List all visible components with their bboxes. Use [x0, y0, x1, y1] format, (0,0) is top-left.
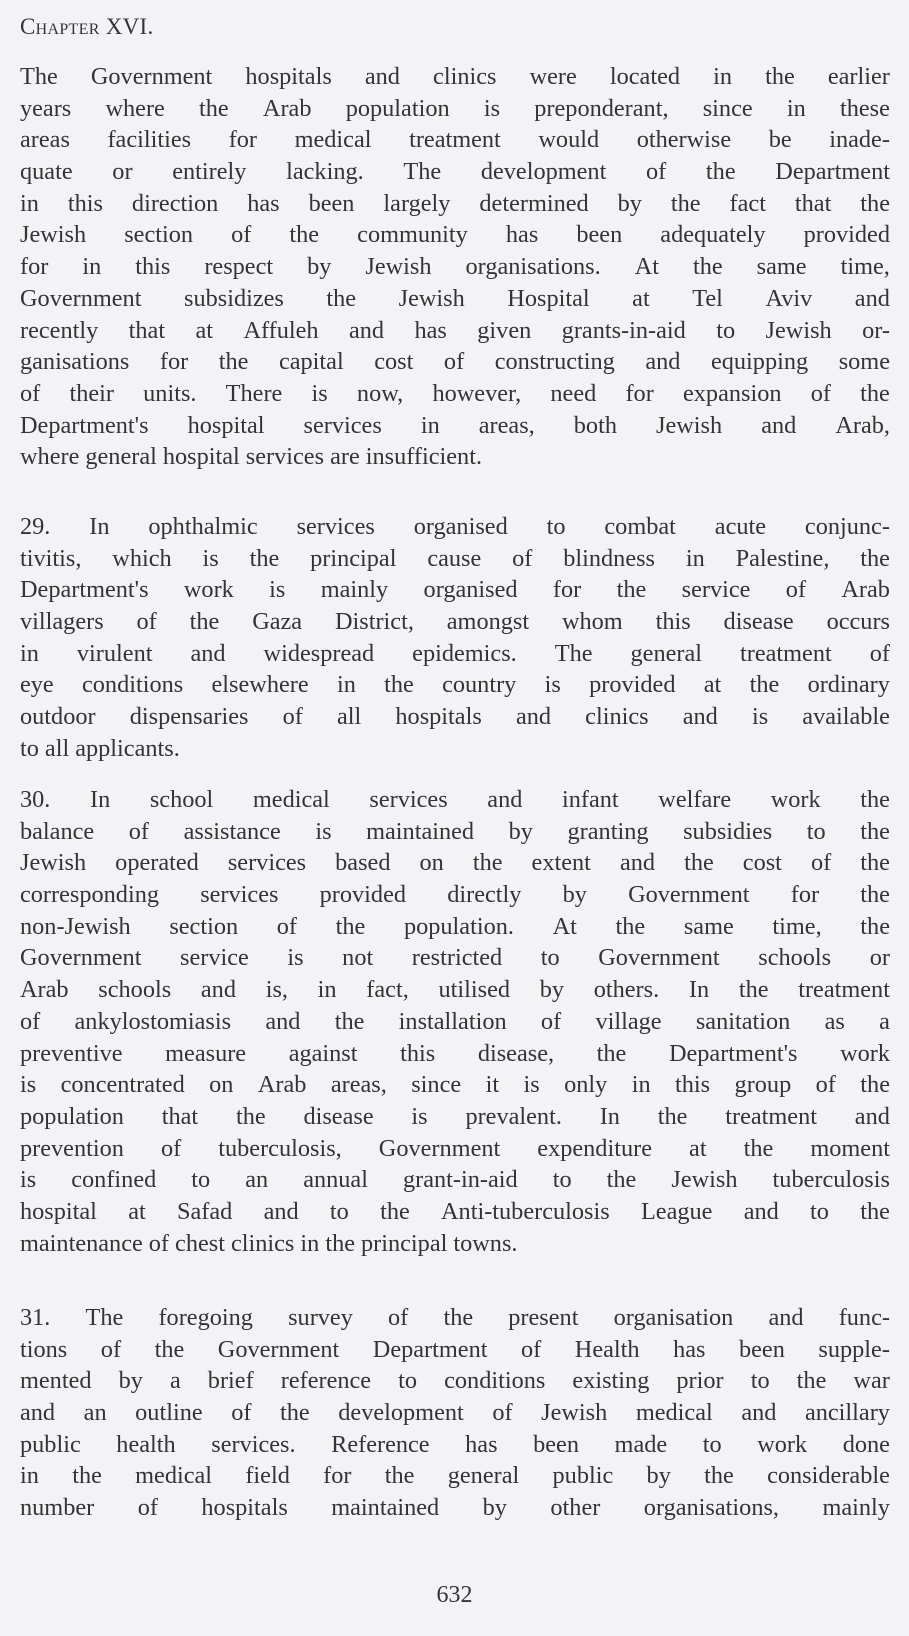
text-line: balance of assistance is maintained by granting subsidies to the	[20, 817, 890, 845]
text-line: Department's hospital services in areas, both Jewish and Arab,	[20, 411, 890, 439]
text-line: is confined to an annual grant-in-aid to the Jewish tuberculosis	[20, 1166, 890, 1194]
paragraph-31	[20, 1302, 890, 1524]
text-line: for in this respect by Jewish organisations. At the same time,	[20, 253, 890, 281]
text-line: recently that at Affuleh and has given grants-in-aid to Jewish or-	[20, 316, 890, 344]
text-line: public health services. Reference has been made to work done	[20, 1430, 890, 1458]
text-line: 30. In school medical services and infant welfare work the	[20, 786, 890, 813]
text-line: number of hospitals maintained by other organisations, mainly	[20, 1494, 890, 1522]
text-line: is concentrated on Arab areas, since it is only in this group of the	[20, 1071, 890, 1099]
text-line: The Government hospitals and clinics were located in the earlier	[20, 63, 890, 90]
text-line: villagers of the Gaza District, amongst whom this disease occurs	[20, 608, 890, 636]
text-line: Government service is not restricted to Government schools or	[20, 944, 890, 972]
text-line: prevention of tuberculosis, Government expenditure at the moment	[20, 1134, 890, 1162]
paragraph-29	[20, 511, 890, 765]
text-line: in virulent and widespread epidemics. The general treatment of	[20, 639, 890, 667]
text-line: in the medical field for the general public by the considerable	[20, 1462, 890, 1490]
chapter-header: Chapter XVI.	[20, 14, 154, 39]
text-line: Jewish section of the community has been adequately provided	[20, 221, 890, 249]
text-line: corresponding services provided directly by Government for the	[20, 881, 890, 909]
text-line: non-Jewish section of the population. At the same time, the	[20, 912, 890, 940]
text-line: areas facilities for medical treatment would otherwise be inade-	[20, 126, 890, 154]
text-line: mented by a brief reference to conditions existing prior to the war	[20, 1367, 890, 1395]
paragraph-intro	[20, 61, 890, 473]
text-line: to all applicants.	[20, 734, 180, 762]
text-line: tions of the Government Department of Health has been supple-	[20, 1335, 890, 1363]
text-line: maintenance of chest clinics in the principal towns.	[20, 1229, 518, 1257]
text-line: ganisations for the capital cost of constructing and equipping some	[20, 348, 890, 376]
paragraph-30	[20, 784, 890, 1259]
text-line: outdoor dispensaries of all hospitals and clinics and is available	[20, 703, 890, 731]
text-line: hospital at Safad and to the Anti-tuberculosis League and to the	[20, 1197, 890, 1225]
text-line: Government subsidizes the Jewish Hospital at Tel Aviv and	[20, 284, 890, 312]
text-line: years where the Arab population is preponderant, since in these	[20, 94, 890, 122]
text-line: preventive measure against this disease, the Department's work	[20, 1039, 890, 1067]
text-line: tivitis, which is the principal cause of blindness in Palestine, the	[20, 544, 890, 572]
text-line: eye conditions elsewhere in the country is provided at the ordinary	[20, 671, 890, 699]
text-line: where general hospital services are insufficient.	[20, 443, 483, 471]
text-line: Jewish operated services based on the extent and the cost of the	[20, 849, 890, 877]
text-line: and an outline of the development of Jewish medical and ancillary	[20, 1399, 890, 1427]
text-line: of ankylostomiasis and the installation of village sanitation as a	[20, 1007, 890, 1035]
text-line: of their units. There is now, however, need for expansion of the	[20, 379, 890, 407]
text-line: 29. In ophthalmic services organised to combat acute conjunc-	[20, 513, 890, 540]
text-line: Arab schools and is, in fact, utilised by others. In the treatment	[20, 976, 890, 1004]
text-line: population that the disease is prevalent. In the treatment and	[20, 1102, 890, 1130]
text-line: in this direction has been largely determined by the fact that the	[20, 189, 890, 217]
page-number: 632	[436, 1582, 473, 1608]
text-line: quate or entirely lacking. The development of the Department	[20, 158, 890, 186]
text-line: 31. The foregoing survey of the present organisation and func-	[20, 1304, 890, 1331]
text-line: Department's work is mainly organised for the service of Arab	[20, 576, 890, 604]
